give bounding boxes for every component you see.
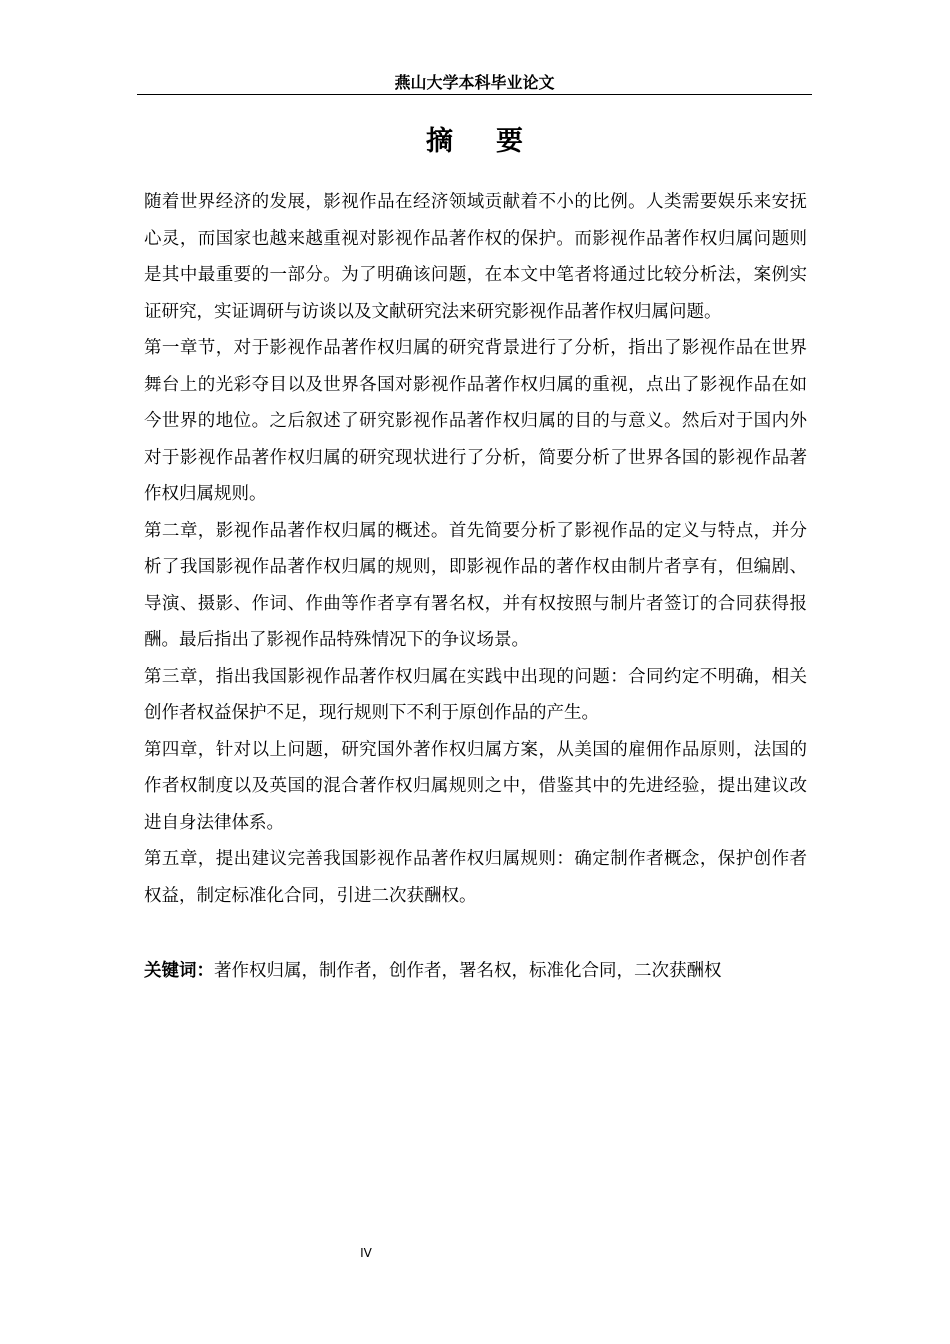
paragraph-intro: 随着世界经济的发展，影视作品在经济领域贡献着不小的比例。人类需要娱乐来安抚心灵，而国家也越来越重视对影视作品著作权的保护。而影视作品著作权归属问题则是其中最重要的一部分。为了明确该问题，在本文中笔者将通过比较分析法，案例实证研究，实证调研与访谈以及文献研究法来研究影视作品著作权归属问题。: [144, 192, 807, 322]
paragraph-chapter-5: 第五章，提出建议完善我国影视作品著作权归属规则：确定制作者概念，保护创作者权益，制定标准化合同，引进二次获酬权。: [144, 849, 807, 906]
header-title: 燕山大学本科毕业论文: [394, 73, 555, 92]
keywords-label: 关键词：: [144, 961, 214, 981]
paragraph-chapter-3: 第三章，指出我国影视作品著作权归属在实践中出现的问题：合同约定不明确，相关创作者权益保护不足，现行规则下不利于原创作品的产生。: [144, 666, 807, 723]
paragraph-chapter-1: 第一章节，对于影视作品著作权归属的研究背景进行了分析，指出了影视作品在世界舞台上的光彩夺目以及世界各国对影视作品著作权归属的重视，点出了影视作品在如今世界的地位。之后叙述了研究影视作品著作权归属的目的与意义。然后对于国内外对于影视作品著作权归属的研究现状进行了分析，简要分析了世界各国的影视作品著作权归属规则。: [144, 338, 807, 504]
keywords: [144, 955, 807, 987]
paragraph-chapter-4: 第四章，针对以上问题，研究国外著作权归属方案，从美国的雇佣作品原则，法国的作者权制度以及英国的混合著作权归属规则之中，借鉴其中的先进经验，提出建议改进自身法律体系。: [144, 739, 807, 833]
paragraph-chapter-2: 第二章，影视作品著作权归属的概述。首先简要分析了影视作品的定义与特点，并分析了我国影视作品著作权归属的规则，即影视作品的著作权由制片者享有，但编剧、导演、摄影、作词、作曲等作者享有署名权，并有权按照与制片者签订的合同获得报酬。最后指出了影视作品特殊情况下的争议场景。: [144, 520, 807, 650]
page-header: [137, 72, 812, 95]
page-number: IV: [360, 1246, 372, 1260]
abstract-body: [144, 184, 807, 914]
title-char-1: 摘: [426, 126, 454, 157]
keywords-text: 著作权归属，制作者，创作者，署名权，标准化合同，二次获酬权: [214, 961, 722, 981]
title-char-2: 要: [496, 126, 524, 157]
abstract-title: [0, 124, 950, 160]
